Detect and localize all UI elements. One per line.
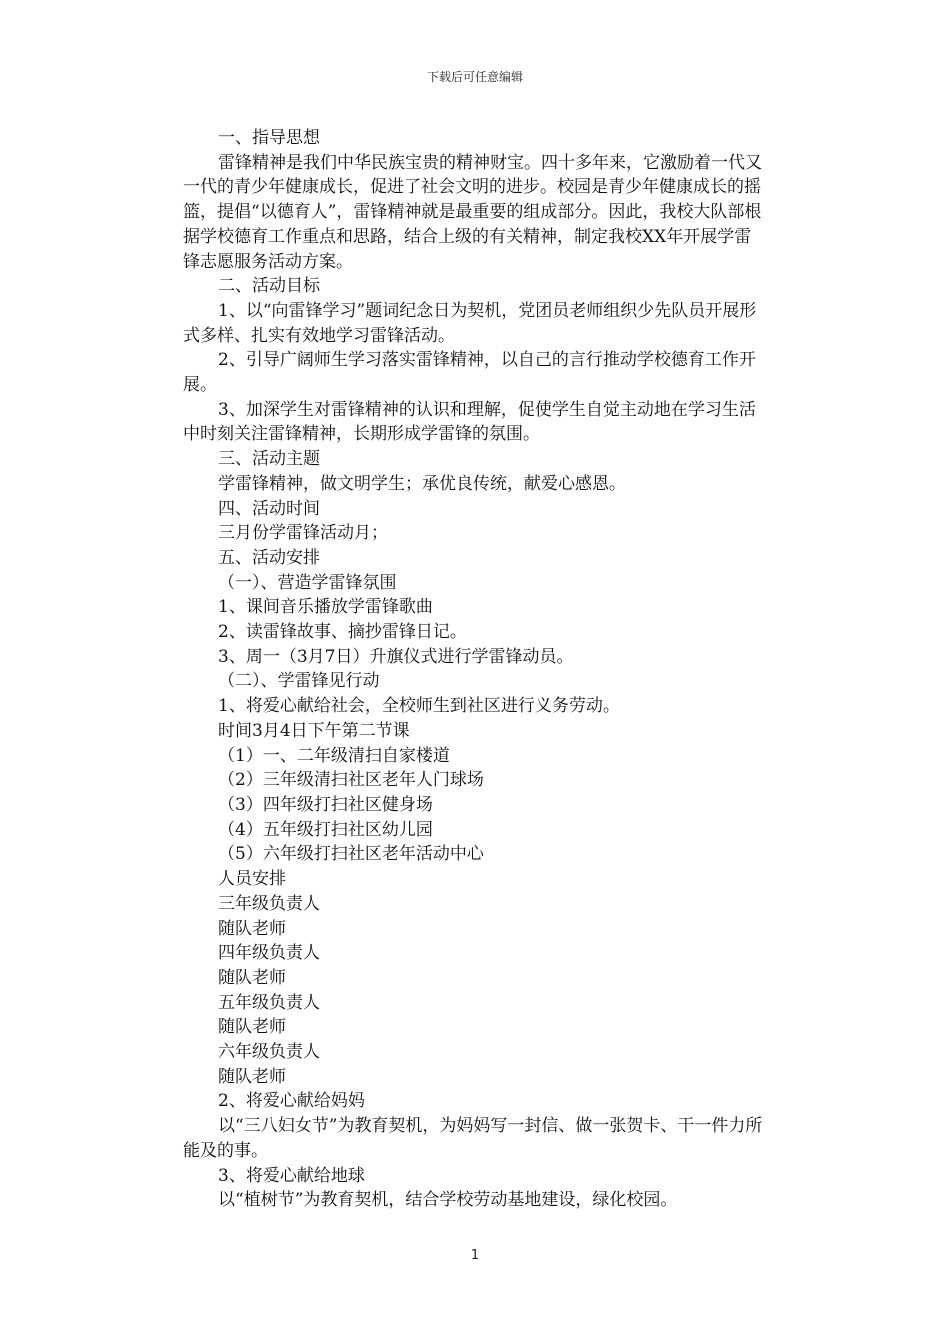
paragraph: （二）、学雷锋见行动: [218, 671, 380, 692]
paragraph: 随队老师: [218, 967, 286, 988]
paragraph: 随队老师: [218, 1066, 286, 1087]
paragraph: 1、以“向雷锋学习”题词纪念日为契机，党团员老师组织少先队员开展形式多样、扎实有效地学习雷锋活动。: [183, 300, 757, 346]
paragraph: 1、将爱心献给社会，全校师生到社区进行义务劳动。: [218, 696, 620, 717]
paragraph: （2）三年级清扫社区老年人门球场: [218, 770, 484, 791]
paragraph: 3、将爱心献给地球: [218, 1165, 365, 1186]
paragraph: （一）、营造学雷锋氛围: [218, 572, 397, 593]
paragraph: 五年级负责人: [218, 992, 320, 1013]
paragraph: 六年级负责人: [218, 1042, 320, 1063]
paragraph: 雷锋精神是我们中华民族宝贵的精神财宝。四十多年来，它激励着一代又一代的青少年健康成长，促进了社会文明的进步。校园是青少年健康成长的摇篮，提倡“以德育人”，雷锋精神就是最重要的组成部分。因此，我校大队部根据学校德育工作重点和思路，结合上级的有关精神，制定我校XX年开展学雷锋志愿服务活动方案。: [183, 152, 762, 272]
paragraph: 人员安排: [218, 869, 286, 890]
paragraph: （5）六年级打扫社区老年活动中心: [218, 844, 484, 865]
page-header: 下载后可任意编辑: [426, 70, 523, 84]
paragraph: 2、读雷锋故事、摘抄雷锋日记。: [218, 622, 467, 643]
paragraph: 四、活动时间: [218, 498, 320, 519]
paragraph: （4）五年级打扫社区幼儿园: [218, 819, 433, 840]
paragraph: 时间3月4日下午第二节课: [218, 720, 410, 741]
paragraph: 3、周一（3月7日）升旗仪式进行学雷锋动员。: [218, 646, 574, 667]
paragraph: 一、指导思想: [218, 128, 320, 148]
paragraph: 2、将爱心献给妈妈: [218, 1091, 365, 1112]
paragraph: 2、引导广阔师生学习落实雷锋精神，以自己的言行推动学校德育工作开展。: [183, 350, 756, 396]
paragraph: 三月份学雷锋活动月；: [218, 523, 388, 544]
paragraph: 以“植树节”为教育契机，结合学校劳动基地建设，绿化校园。: [218, 1190, 678, 1211]
paragraph: （3）四年级打扫社区健身场: [218, 794, 433, 815]
paragraph: 二、活动目标: [218, 276, 320, 297]
paragraph: 1、课间音乐播放学雷锋歌曲: [218, 597, 433, 618]
paragraph: 三年级负责人: [218, 893, 320, 914]
page-number: 1: [470, 1248, 480, 1263]
document-body: [183, 126, 767, 1213]
paragraph: 五、活动安排: [218, 547, 320, 568]
paragraph: 四年级负责人: [218, 943, 320, 964]
paragraph: 三、活动主题: [218, 449, 320, 470]
paragraph: 3、加深学生对雷锋精神的认识和理解，促使学生自觉主动地在学习生活中时刻关注雷锋精神，长期形成学雷锋的氛围。: [183, 399, 756, 445]
paragraph: （1）一、二年级清扫自家楼道: [218, 745, 450, 766]
paragraph: 以“三八妇女节”为教育契机，为妈妈写一封信、做一张贺卡、干一件力所能及的事。: [183, 1116, 763, 1161]
paragraph: 随队老师: [218, 1017, 286, 1038]
paragraph: 随队老师: [218, 918, 286, 939]
paragraph: 学雷锋精神，做文明学生；承优良传统，献爱心感恩。: [218, 473, 626, 494]
